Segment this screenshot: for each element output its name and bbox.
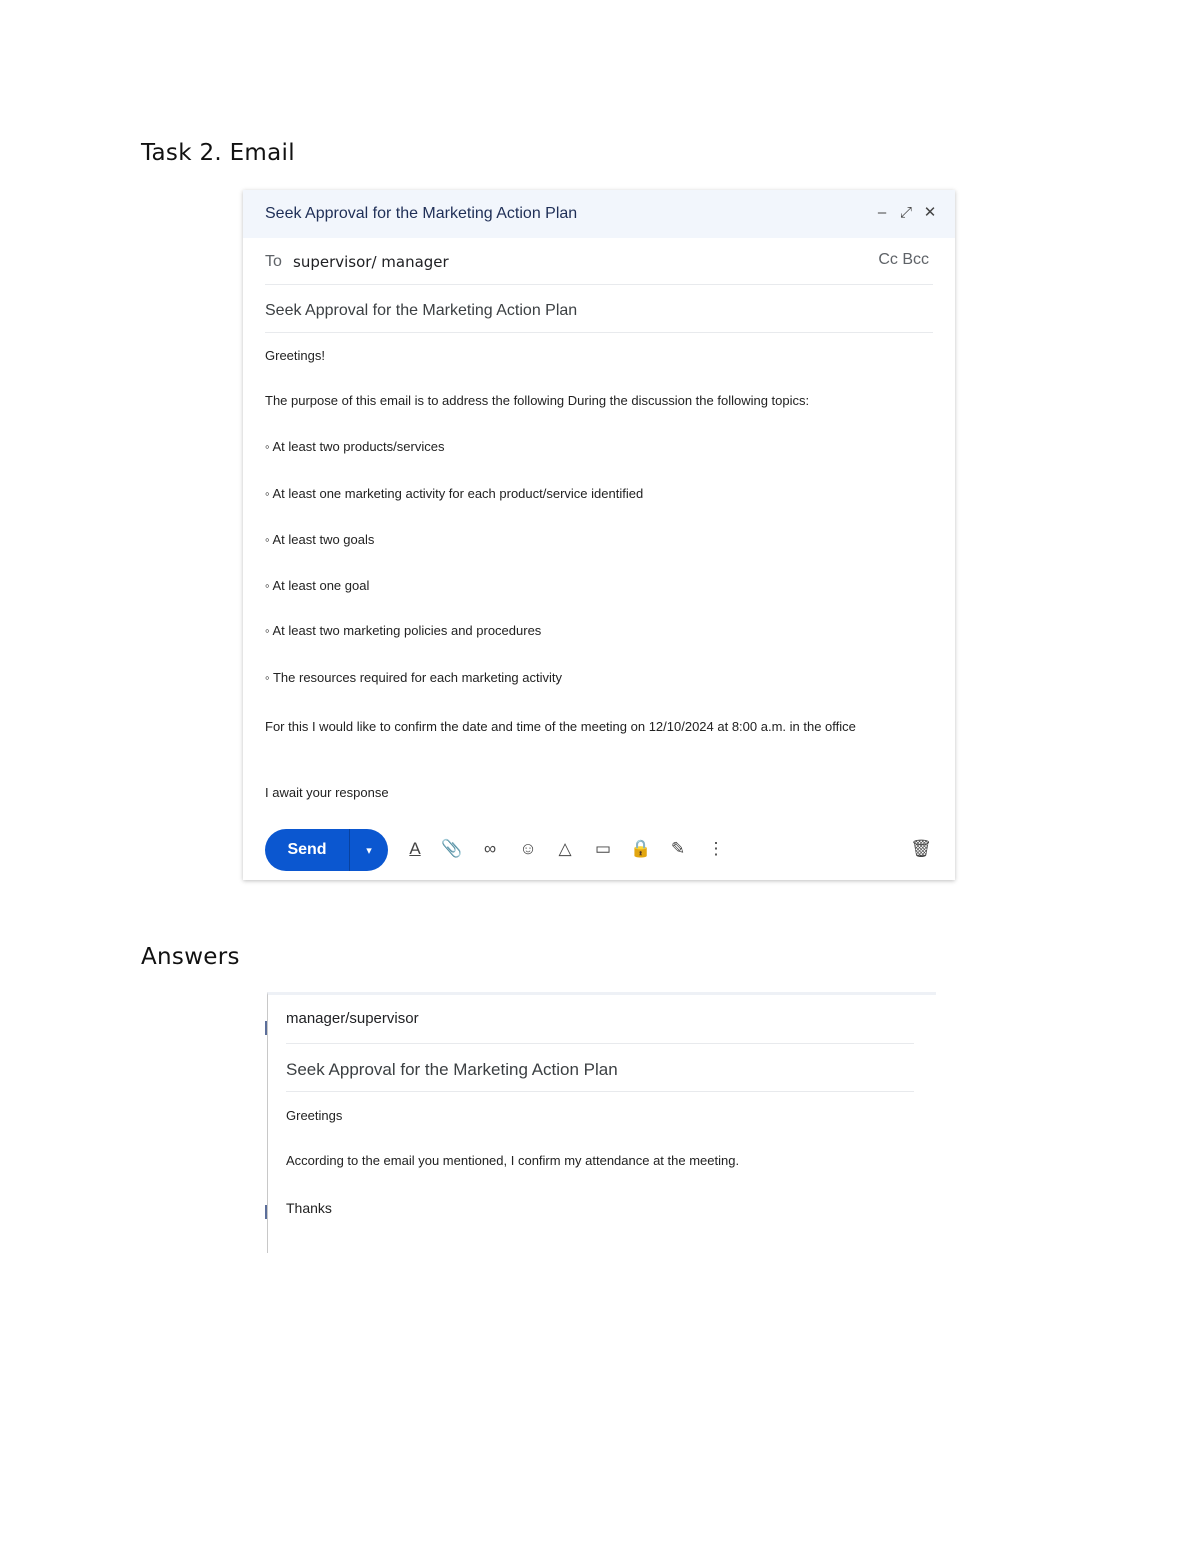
- close-icon[interactable]: ✕: [923, 204, 937, 221]
- answer-compose: [267, 992, 936, 1253]
- window-controls: [875, 204, 937, 222]
- body-confirm: For this I would like to confirm the date and time of the meeting on 12/10/2024 at 8:00 a.m. in the office: [265, 719, 856, 734]
- recipients-row[interactable]: [265, 238, 933, 285]
- answers-heading: Answers: [141, 944, 240, 970]
- text-format-icon[interactable]: A: [409, 839, 421, 858]
- body-closing: I await your response: [265, 785, 389, 800]
- body-bullet: ◦ At least two marketing policies and procedures: [265, 623, 542, 638]
- task-heading: Task 2. Email: [141, 140, 295, 166]
- compose-title: Seek Approval for the Marketing Action Plan: [265, 205, 578, 222]
- compose-toolbar: [265, 829, 933, 871]
- signature-pen-icon[interactable]: ✎: [670, 839, 686, 858]
- cc-bcc-link[interactable]: Cc Bcc: [878, 251, 929, 268]
- expand-icon[interactable]: ⤢: [899, 204, 912, 221]
- delete-trash-icon[interactable]: 🗑: [910, 839, 932, 858]
- answer-closing: Thanks: [286, 1200, 332, 1216]
- body-bullet: ◦ At least one goal: [265, 578, 370, 593]
- body-bullet: ◦ At least two products/services: [265, 439, 445, 454]
- answer-subject-field[interactable]: [286, 1045, 914, 1092]
- attach-icon[interactable]: 📎: [441, 839, 463, 858]
- send-button-group: [265, 829, 388, 871]
- recipient-chip[interactable]: supervisor/ manager: [293, 253, 449, 271]
- answer-greeting: Greetings: [286, 1108, 343, 1123]
- body-bullet: ◦ At least two goals: [265, 532, 375, 547]
- photo-icon[interactable]: ▭: [594, 839, 612, 858]
- compose-header: [243, 190, 955, 238]
- compose-window: [243, 190, 955, 880]
- send-button[interactable]: Send: [287, 841, 327, 858]
- confidential-lock-icon[interactable]: 🔒: [630, 839, 652, 858]
- edge-mark: [265, 1205, 267, 1219]
- answer-subject-text: Seek Approval for the Marketing Action Plan: [286, 1060, 618, 1079]
- link-icon[interactable]: ∞: [483, 839, 497, 858]
- body-bullet: ◦ The resources required for each marketing activity: [265, 670, 563, 685]
- answer-recipients-row[interactable]: [286, 995, 914, 1044]
- to-label: To: [265, 253, 282, 270]
- answer-recipient[interactable]: manager/supervisor: [286, 1010, 419, 1027]
- more-options-icon[interactable]: ⋮: [707, 839, 725, 858]
- subject-field[interactable]: [265, 286, 933, 333]
- send-options-icon[interactable]: ▾: [366, 844, 372, 857]
- answer-message: According to the email you mentioned, I confirm my attendance at the meeting.: [286, 1153, 740, 1168]
- minimize-icon[interactable]: –: [877, 204, 887, 221]
- body-greeting: Greetings!: [265, 348, 325, 363]
- emoji-icon[interactable]: ☺: [519, 839, 537, 858]
- subject-text: Seek Approval for the Marketing Action Plan: [265, 302, 578, 319]
- edge-mark: [265, 1021, 267, 1035]
- body-bullet: ◦ At least one marketing activity for each product/service identified: [265, 486, 644, 501]
- drive-icon[interactable]: △: [558, 839, 572, 858]
- body-intro: The purpose of this email is to address the following During the discussion the following topics:: [265, 393, 810, 408]
